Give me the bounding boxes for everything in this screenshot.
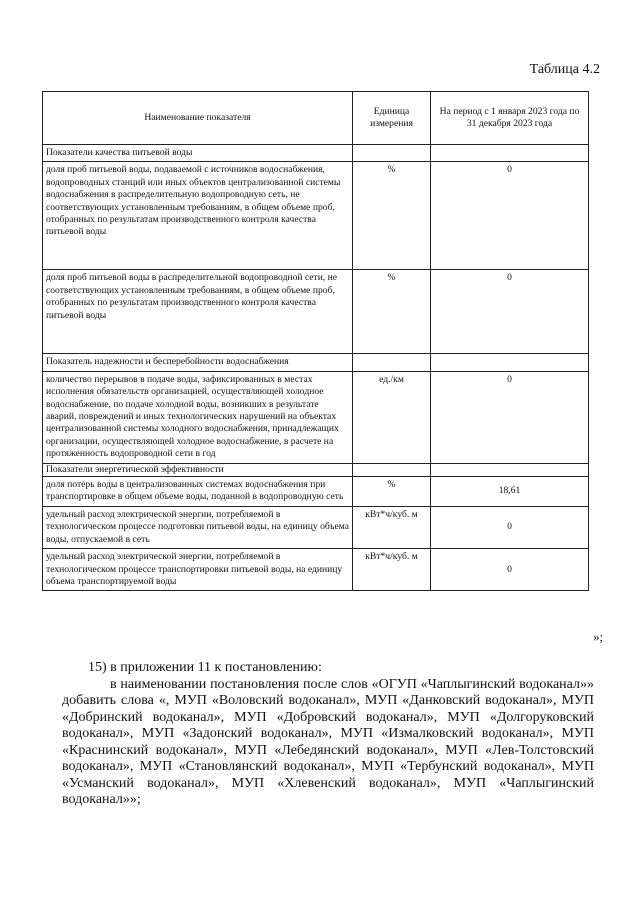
table-row	[43, 162, 589, 270]
indicator-name: количество перерывов в подаче воды, зафиксированных в местах исполнения обязательств организацией, осуществляющей холодное водоснабжение, по подаче холодной воды, возникших в результате аварий, повреждений и иных технологических нарушений на объектах централизованной системы холодного водоснабжения, принадлежащих организации, осуществляющей холодное водоснабжение, в расчете на протяженность водопроводной сети в год	[43, 371, 353, 463]
table-header-row	[43, 92, 589, 145]
indicator-value: 0	[431, 371, 589, 463]
indicator-value: 0	[431, 506, 589, 548]
section-title-quality: Показатели качества питьевой воды	[43, 145, 353, 162]
indicator-unit: ед./км	[353, 371, 431, 463]
table-closing-quote: »;	[593, 629, 604, 644]
table-row	[43, 506, 589, 548]
indicator-name: удельный расход электрической энергии, потребляемой в технологическом процессе транспортировки питьевой воды, на единицу объема транспортируемой воды	[43, 549, 353, 591]
indicator-name: доля потерь воды в централизованных системах водоснабжения при транспортировке в общем объеме воды, поданной в водопроводную сеть	[43, 477, 353, 507]
empty-cell	[431, 463, 589, 476]
table-caption: Таблица 4.2	[529, 62, 600, 77]
empty-cell	[431, 145, 589, 162]
header-unit: Единица измерения	[353, 92, 431, 145]
indicator-name: доля проб питьевой воды в распределительной водопроводной сети, не соответствующих установленным требованиям, в общем объеме проб, отобранных по результатам производственного контроля качества питьевой воды	[43, 270, 353, 354]
indicator-name: удельный расход электрической энергии, потребляемой в технологическом процессе подготовки питьевой воды, на единицу объема воды, отпускаемой в сеть	[43, 506, 353, 548]
table-row	[43, 270, 589, 354]
amendment-text	[62, 660, 594, 809]
indicator-unit: %	[353, 270, 431, 354]
table-row	[43, 477, 589, 507]
amendment-item: 15) в приложении 11 к постановлению:	[88, 660, 322, 675]
empty-cell	[353, 145, 431, 162]
table-row	[43, 549, 589, 591]
section-row	[43, 354, 589, 371]
indicator-value: 0	[431, 549, 589, 591]
header-indicator: Наименование показателя	[43, 92, 353, 145]
indicator-value: 18,61	[431, 477, 589, 507]
section-title-reliability: Показатель надежности и бесперебойности водоснабжения	[43, 354, 353, 371]
indicator-unit: кВт*ч/куб. м	[353, 549, 431, 591]
indicator-value: 0	[431, 270, 589, 354]
empty-cell	[353, 354, 431, 371]
indicator-unit: %	[353, 162, 431, 270]
amendment-paragraph: в наименовании постановления после слов «ОГУП «Чаплыгинский водоканал»» добавить слова «, МУП «Воловский водоканал», МУП «Данковский водоканал», МУП «Добринский водоканал», МУП «Добровский водоканал», МУП «Долгоруковский водоканал», МУП «Задонский водоканал», МУП «Измалковский водоканал», МУП «Краснинский водоканал», МУП «Лебедянский водоканал», МУП «Лев-Толстовский водоканал», МУП «Становлянский водоканал», МУП «Тербунский водоканал», МУП «Усманский водоканал», МУП «Хлевенский водоканал», МУП «Чаплыгинский водоканал»»;	[62, 676, 594, 807]
indicators-table	[42, 91, 589, 591]
indicator-name: доля проб питьевой воды, подаваемой с источников водоснабжения, водопроводных станций или иных объектов централизованной системы водоснабжения в распределительную водопроводную сеть, не соответствующих установленным требованиям, в общем объеме проб, отобранных по результатам производственного контроля качества питьевой воды	[43, 162, 353, 270]
section-title-energy: Показатели энергетической эффективности	[43, 463, 353, 476]
indicator-value: 0	[431, 162, 589, 270]
empty-cell	[431, 354, 589, 371]
table-row	[43, 371, 589, 463]
indicator-unit: кВт*ч/куб. м	[353, 506, 431, 548]
section-row	[43, 145, 589, 162]
section-row	[43, 463, 589, 476]
empty-cell	[353, 463, 431, 476]
indicator-unit: %	[353, 477, 431, 507]
header-period: На период с 1 января 2023 года по 31 декабря 2023 года	[431, 92, 589, 145]
